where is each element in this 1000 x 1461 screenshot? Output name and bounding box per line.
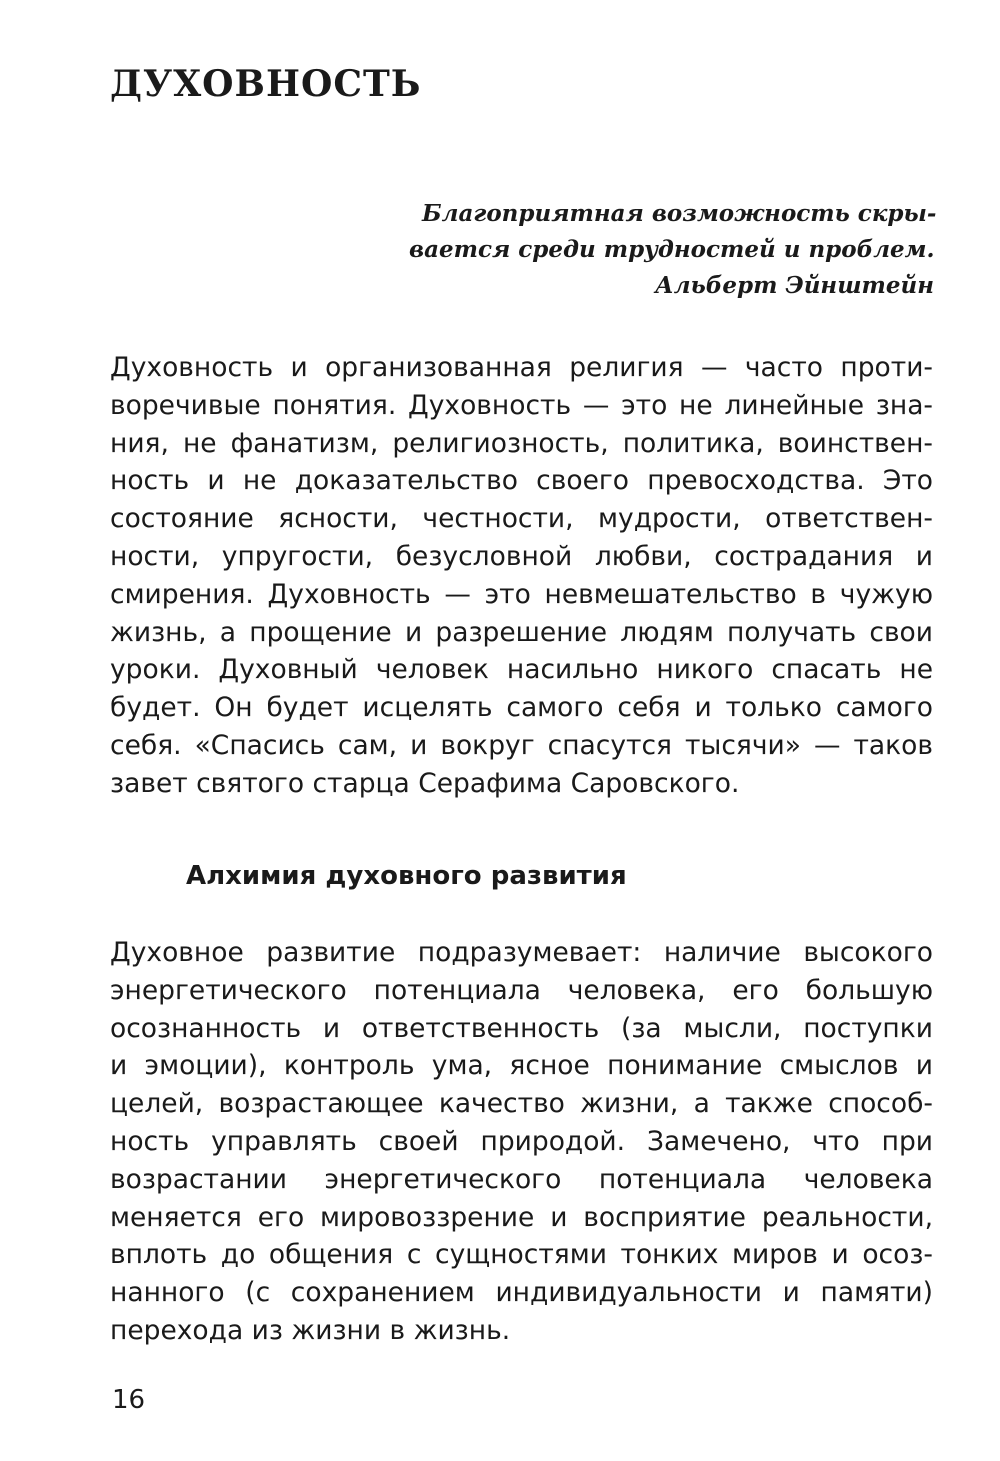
- text-line: вплоть до общения с сущностями тонких миров и осоз-: [110, 1239, 933, 1271]
- text-line: Духовность и организованная религия — часто проти-: [110, 352, 933, 383]
- section-heading: Алхимия духовного развития: [186, 861, 627, 891]
- text-line: нанного (с сохранением индивидуальности и памяти): [110, 1277, 933, 1309]
- text-line: и эмоции), контроль ума, ясное понимание смыслов и: [110, 1050, 933, 1082]
- paragraph-spiritual-development: [110, 934, 933, 1350]
- text-line: смирения. Духовность — это невмешательство в чужую: [110, 578, 933, 610]
- paragraph-spirituality: [110, 349, 933, 803]
- epigraph-author: Альберт Эйнштейн: [655, 272, 934, 299]
- text-line: уроки. Духовный человек насильно никого спасать не: [110, 654, 933, 686]
- epigraph-line: вается среди трудностей и проблем.: [409, 236, 935, 263]
- text-line: ность и не доказательство своего превосходства. Это: [110, 465, 933, 497]
- text-line: ность управлять своей природой. Замечено, что при: [110, 1125, 933, 1157]
- text-line: Духовное развитие подразумевает: наличие высокого: [110, 937, 933, 968]
- text-line: жизнь, а прощение и разрешение людям получать свои: [110, 616, 933, 648]
- text-line: ния, не фанатизм, религиозность, политика, воинствен-: [110, 427, 933, 459]
- text-line: возрастании энергетического потенциала человека: [110, 1163, 933, 1195]
- text-line: целей, возрастающее качество жизни, а также способ-: [110, 1088, 933, 1120]
- chapter-title: ДУХОВНОСТЬ: [110, 63, 422, 105]
- text-line: меняется его мировоззрение и восприятие реальности,: [110, 1201, 933, 1233]
- text-line: воречивые понятия. Духовность — это не линейные зна-: [110, 389, 933, 421]
- text-line: будет. Он будет исцелять самого себя и только самого: [110, 692, 933, 724]
- epigraph-line: Благоприятная возможность скры-: [422, 200, 937, 227]
- text-line: себя. «Спасись сам, и вокруг спасутся тысячи» — таков: [110, 729, 933, 761]
- text-line: состояние ясности, честности, мудрости, ответствен-: [110, 503, 933, 535]
- text-line: энергетического потенциала человека, его большую: [110, 974, 933, 1006]
- text-line: завет святого старца Серафима Саровского.: [110, 767, 740, 799]
- epigraph: [400, 196, 937, 304]
- text-line: ности, упругости, безусловной любви, сострадания и: [110, 540, 933, 572]
- text-line: осознанность и ответственность (за мысли, поступки: [110, 1012, 933, 1044]
- page-number: 16: [112, 1385, 146, 1415]
- text-line: перехода из жизни в жизнь.: [110, 1314, 511, 1346]
